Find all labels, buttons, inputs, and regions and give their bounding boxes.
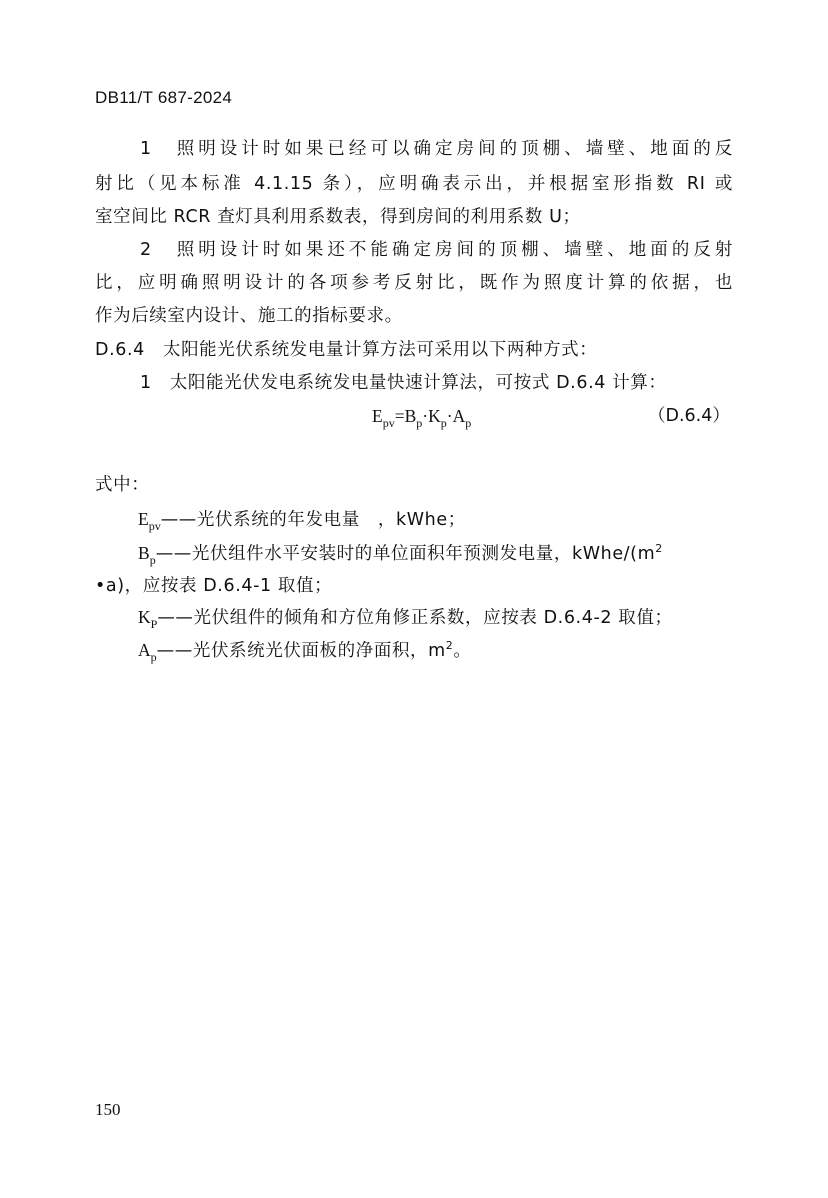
- def-ap-text: ——光伏系统光伏面板的净面积，m: [156, 641, 446, 661]
- def-epv-text: ——光伏系统的年发电量 ，kWhe；: [160, 510, 466, 530]
- equation-number: （D.6.4）: [648, 406, 730, 426]
- item-1-fast-method: 1 太阳能光伏发电系统发电量快速计算法，可按式 D.6.4 计算：: [140, 373, 667, 393]
- formula-A: A: [452, 406, 466, 426]
- def-epv-symbol: E: [138, 509, 149, 529]
- formula-K: K: [428, 406, 441, 426]
- formula-A-sub: p: [465, 416, 472, 430]
- def-ap: [138, 637, 472, 666]
- def-bp: [138, 540, 663, 569]
- def-ap-symbol: A: [138, 640, 151, 660]
- standard-code-header: DB11/T 687-2024: [95, 88, 233, 107]
- def-kp-symbol: K: [138, 607, 151, 627]
- clause-d64: D.6.4 太阳能光伏系统发电量计算方法可采用以下两种方式：: [95, 340, 598, 360]
- para2-line3: 作为后续室内设计、施工的指标要求。: [95, 306, 403, 326]
- para2-line2: 比，应明确照明设计的各项参考反射比，既作为照度计算的依据，也: [95, 273, 733, 293]
- para1-line1: 1 照明设计时如果已经可以确定房间的顶棚、墙壁、地面的反: [140, 139, 733, 159]
- where-label: 式中：: [95, 475, 150, 495]
- formula-dot1: ·: [422, 406, 429, 426]
- formula-B-sub: p: [416, 416, 423, 430]
- formula-d64: [372, 403, 471, 431]
- formula-B: B: [404, 406, 417, 426]
- formula-K-sub: p: [440, 416, 447, 430]
- def-kp-text: ——光伏组件的倾角和方位角修正系数，应按表 D.6.4-2 取值；: [157, 608, 673, 628]
- def-ap-sup: 2: [445, 639, 454, 652]
- formula-E-sub: pv: [382, 416, 395, 430]
- def-bp-symbol: B: [138, 543, 150, 563]
- def-ap-end: 。: [453, 641, 472, 661]
- formula-dot2: ·: [446, 406, 453, 426]
- def-bp-text: ——光伏组件水平安装时的单位面积年预测发电量，kWhe/(m: [155, 544, 656, 564]
- def-bp-continuation: •a)，应按表 D.6.4-1 取值；: [95, 576, 333, 596]
- def-ap-sub: p: [150, 650, 157, 664]
- def-bp-sup: 2: [655, 542, 663, 555]
- formula-equals: =: [394, 406, 405, 426]
- para1-line3: 室空间比 RCR 查灯具利用系数表，得到房间的利用系数 U；: [95, 207, 581, 227]
- para2-line1: 2 照明设计时如果还不能确定房间的顶棚、墙壁、地面的反射: [140, 240, 733, 260]
- page-number: 150: [95, 1100, 121, 1119]
- formula-E: E: [372, 406, 383, 426]
- def-epv-sub: pv: [148, 519, 161, 533]
- def-kp: [138, 604, 673, 632]
- def-bp-sub: p: [149, 553, 156, 567]
- para1-line2: 射比（见本标准 4.1.15 条），应明确表示出，并根据室形指数 RI 或: [95, 174, 733, 194]
- def-epv: [138, 506, 466, 534]
- def-kp-sub: P: [150, 617, 158, 631]
